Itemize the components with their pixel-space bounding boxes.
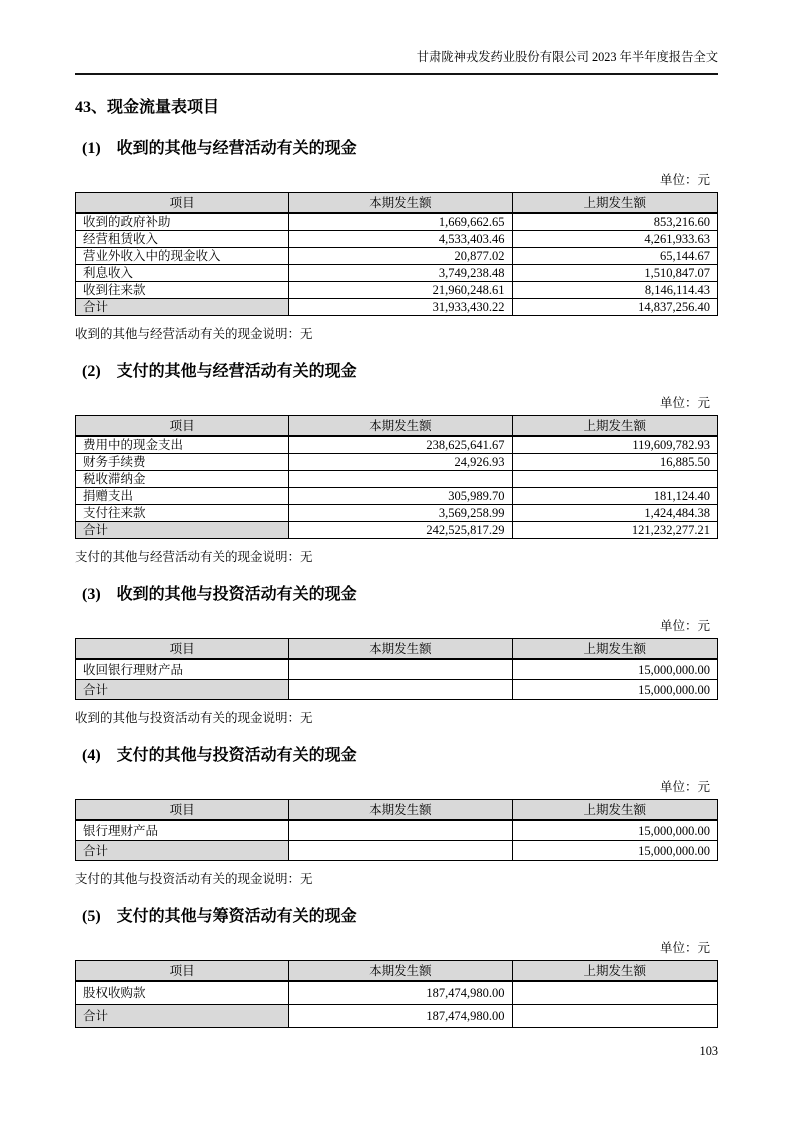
current-cell: 305,989.70 xyxy=(289,488,512,505)
subsection-4-title: (4) 支付的其他与投资活动有关的现金 xyxy=(82,747,357,764)
table-row xyxy=(76,436,718,454)
prior-cell: 15,000,000.00 xyxy=(512,659,717,680)
unit-label: 单位：元 xyxy=(659,780,710,794)
total-row xyxy=(76,680,718,700)
table-row xyxy=(76,454,718,471)
total-row xyxy=(76,1005,718,1028)
item-cell: 支付往来款 xyxy=(76,505,289,522)
table-row xyxy=(76,282,718,299)
prior-cell xyxy=(512,981,717,1005)
col-header-prior: 上期发生额 xyxy=(512,639,717,660)
current-cell: 24,926.93 xyxy=(289,454,512,471)
subsection-2 xyxy=(75,362,718,565)
current-cell: 3,569,258.99 xyxy=(289,505,512,522)
table-row xyxy=(76,231,718,248)
prior-cell: 65,144.67 xyxy=(512,248,717,265)
unit-label: 单位：元 xyxy=(659,941,710,955)
prior-cell: 15,000,000.00 xyxy=(512,841,717,861)
col-header-prior: 上期发生额 xyxy=(512,193,717,214)
current-cell: 187,474,980.00 xyxy=(289,1005,512,1028)
col-header-prior: 上期发生额 xyxy=(512,416,717,437)
unit-label: 单位：元 xyxy=(659,173,710,187)
total-row xyxy=(76,299,718,316)
col-header-current: 本期发生额 xyxy=(289,639,512,660)
page-number: 103 xyxy=(699,1044,718,1058)
table-header-row xyxy=(76,193,718,214)
current-cell xyxy=(289,659,512,680)
item-cell: 经营租赁收入 xyxy=(76,231,289,248)
subsection-1-title: (1) 收到的其他与经营活动有关的现金 xyxy=(82,140,357,157)
table-row xyxy=(76,981,718,1005)
col-header-current: 本期发生额 xyxy=(289,961,512,982)
total-row xyxy=(76,841,718,861)
current-cell: 31,933,430.22 xyxy=(289,299,512,316)
col-header-item: 项目 xyxy=(76,961,289,982)
prior-cell: 15,000,000.00 xyxy=(512,820,717,841)
item-cell: 收到的政府补助 xyxy=(76,213,289,231)
item-cell: 税收滞纳金 xyxy=(76,471,289,488)
prior-cell xyxy=(512,1005,717,1028)
prior-cell: 119,609,782.93 xyxy=(512,436,717,454)
current-cell xyxy=(289,820,512,841)
current-cell: 187,474,980.00 xyxy=(289,981,512,1005)
item-cell: 收回银行理财产品 xyxy=(76,659,289,680)
item-cell: 合计 xyxy=(76,680,289,700)
prior-cell: 121,232,277.21 xyxy=(512,522,717,539)
table-note: 收到的其他与投资活动有关的现金说明：无 xyxy=(75,711,313,725)
table-row xyxy=(76,659,718,680)
table-row xyxy=(76,820,718,841)
table-header-row xyxy=(76,961,718,982)
subsection-3 xyxy=(75,585,718,726)
prior-cell: 8,146,114.43 xyxy=(512,282,717,299)
subsection-3-title: (3) 收到的其他与投资活动有关的现金 xyxy=(82,586,357,603)
table-note: 支付的其他与经营活动有关的现金说明：无 xyxy=(75,550,313,564)
prior-cell: 15,000,000.00 xyxy=(512,680,717,700)
prior-cell: 16,885.50 xyxy=(512,454,717,471)
col-header-current: 本期发生额 xyxy=(289,416,512,437)
cash-table-5 xyxy=(75,960,718,1028)
cash-table-3 xyxy=(75,638,718,700)
item-cell: 合计 xyxy=(76,841,289,861)
unit-label: 单位：元 xyxy=(659,619,710,633)
report-header: 甘肃陇神戎发药业股份有限公司 2023 年半年度报告全文 xyxy=(75,50,718,75)
current-cell xyxy=(289,471,512,488)
table-header-row xyxy=(76,800,718,821)
subsection-4 xyxy=(75,746,718,887)
subsection-5-title: (5) 支付的其他与筹资活动有关的现金 xyxy=(82,908,357,925)
table-row xyxy=(76,213,718,231)
table-row xyxy=(76,488,718,505)
current-cell: 3,749,238.48 xyxy=(289,265,512,282)
col-header-prior: 上期发生额 xyxy=(512,800,717,821)
item-cell: 合计 xyxy=(76,522,289,539)
col-header-current: 本期发生额 xyxy=(289,800,512,821)
current-cell: 20,877.02 xyxy=(289,248,512,265)
col-header-item: 项目 xyxy=(76,193,289,214)
table-note: 支付的其他与投资活动有关的现金说明：无 xyxy=(75,872,313,886)
total-row xyxy=(76,522,718,539)
current-cell: 242,525,817.29 xyxy=(289,522,512,539)
subsection-5 xyxy=(75,907,718,1028)
prior-cell: 14,837,256.40 xyxy=(512,299,717,316)
current-cell: 1,669,662.65 xyxy=(289,213,512,231)
current-cell: 238,625,641.67 xyxy=(289,436,512,454)
subsection-1 xyxy=(75,139,718,342)
item-cell: 合计 xyxy=(76,1005,289,1028)
table-header-row xyxy=(76,639,718,660)
col-header-item: 项目 xyxy=(76,639,289,660)
prior-cell: 1,510,847.07 xyxy=(512,265,717,282)
table-row xyxy=(76,505,718,522)
col-header-item: 项目 xyxy=(76,416,289,437)
current-cell xyxy=(289,680,512,700)
table-row xyxy=(76,265,718,282)
prior-cell: 1,424,484.38 xyxy=(512,505,717,522)
item-cell: 股权收购款 xyxy=(76,981,289,1005)
cash-table-4 xyxy=(75,799,718,861)
prior-cell: 853,216.60 xyxy=(512,213,717,231)
prior-cell: 181,124.40 xyxy=(512,488,717,505)
current-cell: 4,533,403.46 xyxy=(289,231,512,248)
item-cell: 捐赠支出 xyxy=(76,488,289,505)
item-cell: 收到往来款 xyxy=(76,282,289,299)
cash-table-2 xyxy=(75,415,718,539)
current-cell xyxy=(289,841,512,861)
item-cell: 费用中的现金支出 xyxy=(76,436,289,454)
cash-table-1 xyxy=(75,192,718,316)
col-header-prior: 上期发生额 xyxy=(512,961,717,982)
section-heading: 43、现金流量表项目 xyxy=(75,99,220,116)
table-row xyxy=(76,471,718,488)
prior-cell: 4,261,933.63 xyxy=(512,231,717,248)
item-cell: 银行理财产品 xyxy=(76,820,289,841)
subsection-2-title: (2) 支付的其他与经营活动有关的现金 xyxy=(82,363,357,380)
table-note: 收到的其他与经营活动有关的现金说明：无 xyxy=(75,327,313,341)
item-cell: 财务手续费 xyxy=(76,454,289,471)
col-header-current: 本期发生额 xyxy=(289,193,512,214)
table-row xyxy=(76,248,718,265)
current-cell: 21,960,248.61 xyxy=(289,282,512,299)
item-cell: 合计 xyxy=(76,299,289,316)
col-header-item: 项目 xyxy=(76,800,289,821)
table-header-row xyxy=(76,416,718,437)
prior-cell xyxy=(512,471,717,488)
item-cell: 利息收入 xyxy=(76,265,289,282)
item-cell: 营业外收入中的现金收入 xyxy=(76,248,289,265)
unit-label: 单位：元 xyxy=(659,396,710,410)
